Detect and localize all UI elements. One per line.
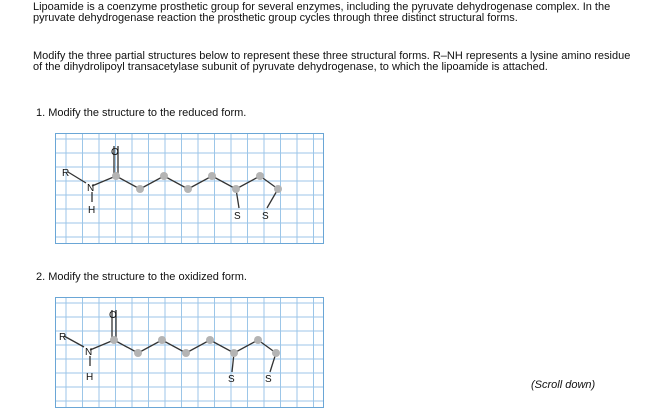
carbon-dot[interactable] [160,172,168,180]
h-label: H [88,205,96,216]
r-label: R [59,332,67,343]
carbon-dot[interactable] [230,349,238,357]
bonds [64,310,276,372]
intro-paragraph: Lipoamide is a coenzyme prosthetic group for several enzymes, including the pyruvate dehydrogenase complex. In the pyruvate dehydrogenase reaction the prosthetic group cycles through three distinct structural forms. [33,1,611,24]
r-label: R [62,168,70,179]
carbon-dot[interactable] [158,336,166,344]
carbon-dot[interactable] [206,336,214,344]
carbon-dot[interactable] [134,349,142,357]
carbon-dot[interactable] [256,172,264,180]
structure-editor-oxidized[interactable] [55,297,324,408]
carbonyl-carbon-dot[interactable] [112,172,120,180]
s-label: S [265,374,272,385]
o-label: O [109,310,117,321]
o-label: O [111,147,119,158]
h-label: H [86,372,94,383]
structure-editor-reduced[interactable] [55,133,324,244]
question-1-prompt: 1. Modify the structure to the reduced form. [36,107,247,119]
atom-markers [112,172,282,193]
lipoamide-structure-oxidized[interactable] [56,298,324,408]
scroll-down-hint: (Scroll down) [531,379,596,391]
carbon-dot[interactable] [136,185,144,193]
instructions-paragraph: Modify the three partial structures below to represent these three structural forms. R–NH represents a lysine amino residue of the dihydrolipoyl transacetylase subunit of pyruvate dehydrogenase, to which the lipoamide is attached. [33,50,631,73]
carbon-dot[interactable] [208,172,216,180]
carbon-dot[interactable] [182,349,190,357]
n-label: N [87,183,95,194]
carbonyl-carbon-dot[interactable] [110,336,118,344]
s-label: S [262,211,269,222]
s-label: S [228,374,235,385]
carbon-dot[interactable] [254,336,262,344]
carbon-dot[interactable] [232,185,240,193]
n-label: N [85,347,93,358]
carbon-dot[interactable] [184,185,192,193]
carbon-dot[interactable] [274,185,282,193]
lipoamide-structure-reduced[interactable] [56,134,324,244]
question-2-prompt: 2. Modify the structure to the oxidized form. [36,271,247,283]
s-label: S [234,211,241,222]
carbon-dot[interactable] [272,349,280,357]
atom-markers [110,336,280,357]
